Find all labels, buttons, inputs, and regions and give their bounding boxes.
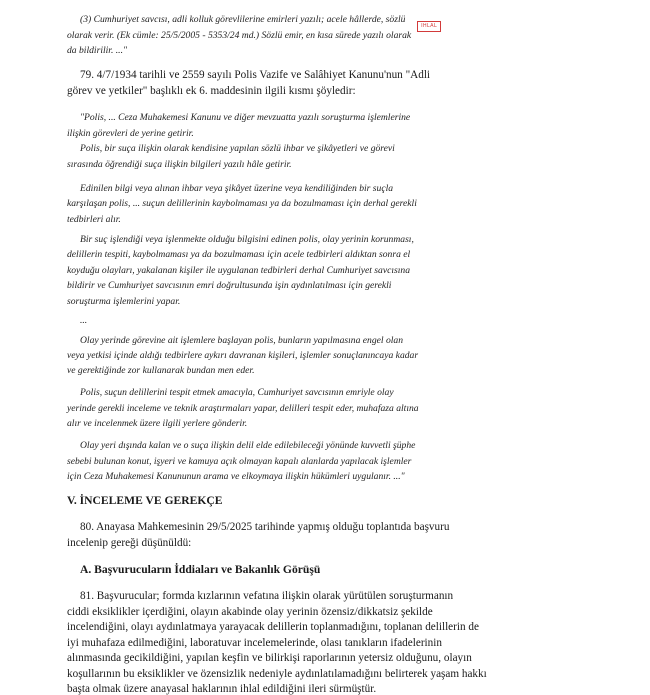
quote-line: Polis, suçun delillerini tespit etmek amacıyla, Cumhuriyet savcısının emriyle olay bbox=[80, 387, 394, 398]
paragraph-81-line: incelendiğini, olayı aydınlatmaya yarayacak delillerin toplanmadığını, toplanan delillerin de bbox=[67, 621, 479, 633]
paragraph-80-line: incelenip gereği düşünüldü: bbox=[67, 537, 192, 549]
paragraph-81-line: başta olmak üzere anayasal haklarının ihlal edildiğini ileri sürmüştür. bbox=[67, 683, 377, 695]
quote-line: Polis, bir suça ilişkin olarak kendisine yapılan sözlü ihbar ve şikâyetleri ve görevi bbox=[80, 143, 395, 154]
quote-line: soruşturma işlemlerini yapar. bbox=[67, 296, 181, 307]
ihlal-stamp-mark: IHLAL bbox=[417, 21, 441, 32]
paragraph-80-line: 80. Anayasa Mahkemesinin 29/5/2025 tarihinde yapmış olduğu toplantıda başvuru bbox=[80, 521, 450, 533]
quote-line: ilişkin görevleri de yerine getirir. bbox=[67, 128, 194, 139]
quote-line: bildirir ve Cumhuriyet savcısının emri doğrultusunda işin aydınlatılması için gerekli bbox=[67, 280, 392, 291]
quote-line: alır ve incelenmek üzere ilgili yerlere gönderir. bbox=[67, 418, 248, 429]
quote-line: sebebi bulunan konut, işyeri ve kamuya açık olmayan kapalı alanlarda yapılacak işlemler bbox=[67, 456, 412, 467]
section-heading-a: A. Başvurucuların İddiaları ve Bakanlık Görüşü bbox=[80, 563, 321, 576]
quote-line: tedbirleri alır. bbox=[67, 214, 121, 225]
quote-line: Olay yeri dışında kalan ve o suça ilişkin delil elde edilebileceği yönünde kuvvetli şüphe bbox=[80, 440, 416, 451]
quote-line: (3) Cumhuriyet savcısı, adli kolluk görevlilerine emirleri yazılı; acele hâllerde, sözlü bbox=[80, 14, 406, 25]
paragraph-81-line: iyi muhafaza edilmediğini, laboratuvar incelemelerinde, olası tanıkların ifadelerinin bbox=[67, 637, 442, 649]
paragraph-81-line: 81. Başvurucular; formda kızlarının vefatına ilişkin olarak yürütülen soruşturmanın bbox=[80, 590, 454, 602]
quote-ellipsis: ... bbox=[80, 315, 88, 326]
section-heading-v: V. İNCELEME VE GEREKÇE bbox=[67, 494, 223, 507]
paragraph-79-line: görev ve yetkiler" başlıklı ek 6. maddesinin ilgili kısmı şöyledir: bbox=[67, 85, 356, 97]
quote-line: koyduğu olayları, yakalanan kişiler ile uygulanan tedbirleri derhal Cumhuriyet savcısına bbox=[67, 265, 411, 276]
quote-line: için Ceza Muhakemesi Kanununun arama ve elkoymaya ilişkin hükümleri uygulanır. ..." bbox=[67, 471, 405, 482]
quote-line: olarak verir. (Ek cümle: 25/5/2005 - 5353/24 md.) Sözlü emir, en kısa sürede yazılı olarak bbox=[67, 30, 412, 41]
quote-line: Bir suç işlendiği veya işlenmekte olduğu bilgisini edinen polis, olay yerinin korunması, bbox=[80, 234, 414, 245]
quote-line: ve gerektiğinde zor kullanarak bundan men eder. bbox=[67, 365, 255, 376]
quote-line: Edinilen bilgi veya alınan ihbar veya şikâyet üzerine veya kendiliğinden bir suçla bbox=[80, 183, 394, 194]
quote-line: karşılaşan polis, ... suçun delillerinin kaybolmaması ya da bozulmaması için derhal gerekli bbox=[67, 198, 417, 209]
quote-line: yerinde gerekli inceleme ve teknik araştırmaları yapar, delilleri tespit eder, muhafaza altına bbox=[67, 403, 419, 414]
paragraph-81-line: ciddi eksiklikler içerdiğini, olayın akabinde olay yerinin özensiz/dikkatsiz şekilde bbox=[67, 606, 433, 618]
paragraph-79-line: 79. 4/7/1934 tarihli ve 2559 sayılı Polis Vazife ve Salâhiyet Kanunu'nun "Adli bbox=[80, 69, 431, 81]
quote-line: sırasında öğrendiği suça ilişkin bilgileri yazılı hâle getirir. bbox=[67, 159, 292, 170]
paragraph-81-line: alınmasında gecikildiğini, yapılan keşfin ve bilirkişi raporlarının yetersiz olduğunu, olayın bbox=[67, 652, 472, 664]
quote-line: "Polis, ... Ceza Muhakemesi Kanunu ve diğer mevzuatta yazılı soruşturma işlemlerine bbox=[80, 112, 411, 123]
quote-line: da bildirilir. ..." bbox=[67, 45, 128, 56]
paragraph-81-line: koşullarının bu eksiklikler ve özensizlik nedeniyle aydınlatılamadığını belirterek yaşam hakkı bbox=[67, 668, 487, 680]
quote-line: Olay yerinde görevine ait işlemlere başlayan polis, bunların yapılmasına engel olan bbox=[80, 335, 404, 346]
quote-line: veya yetkisi içinde aldığı tedbirlere aykırı davranan kişileri, işlemler sonuçlanıncaya kadar bbox=[67, 350, 419, 361]
quote-line: delillerin tespiti, kaybolmaması ya da bozulmaması için acele tedbirleri aldıktan sonra el bbox=[67, 249, 411, 260]
